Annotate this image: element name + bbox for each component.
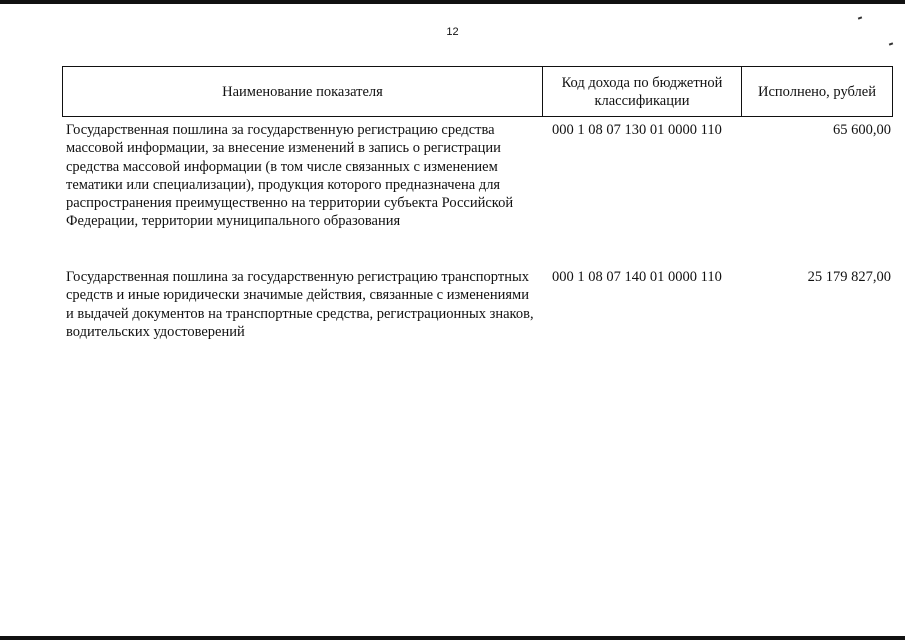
row-indicator-name: Государственная пошлина за государственную регистрацию транспортных средств и иные юридически значимые действия, связанные с изменениями и выдачей документов на транспортные средства, регистрационных знаков, водительских удостоверений	[66, 269, 534, 340]
scan-speck	[858, 16, 862, 19]
header-budget-code: Код дохода по бюджетной классификации	[542, 67, 741, 116]
scan-border-bottom	[0, 636, 905, 640]
header-executed-amount: Исполнено, рублей	[741, 67, 892, 116]
header-indicator-name: Наименование показателя	[222, 83, 383, 100]
row-executed-amount: 65 600,00	[833, 122, 891, 138]
page-number: 12	[446, 26, 459, 38]
scan-speck	[889, 42, 893, 45]
table-header	[62, 66, 893, 117]
row-budget-code: 000 1 08 07 130 01 0000 110	[552, 122, 722, 138]
row-budget-code: 000 1 08 07 140 01 0000 110	[552, 269, 722, 285]
row-executed-amount: 25 179 827,00	[807, 269, 891, 285]
scan-border-top	[0, 0, 905, 4]
row-indicator-name: Государственная пошлина за государственную регистрацию средства массовой информации, за внесение изменений в запись о регистрации средства массовой информации (в том числе связанных с изменением тематики или специализации), продукция которого предназначена для распространения преимущественно на территории субъекта Российской Федерации, территории муниципального образования	[66, 122, 514, 230]
